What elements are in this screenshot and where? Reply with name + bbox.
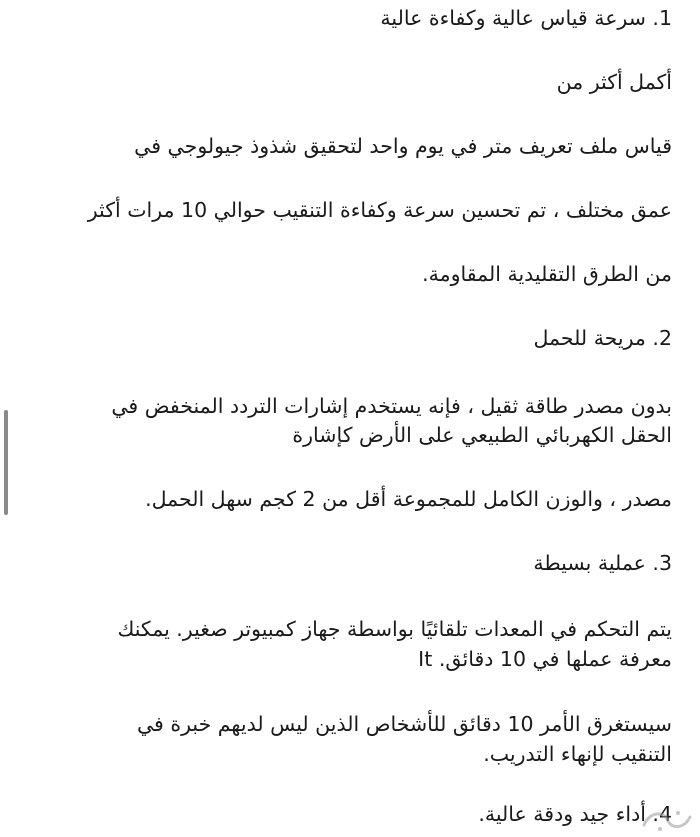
paragraph-line: قياس ملف تعريف متر في يوم واحد لتحقيق شذوذ جيولوجي في [134, 134, 672, 158]
paragraph-line: يتم التحكم في المعدات تلقائيًا بواسطة جهاز كمبيوتر صغير. يمكنك [117, 617, 672, 641]
heading-item-4: 4. أداء جيد ودقة عالية. [478, 802, 672, 826]
paragraph-line: معرفة عملها في 10 دقائق. It [418, 647, 672, 671]
heading-item-3: 3. عملية بسيطة [533, 551, 672, 575]
paragraph-line: سيستغرق الأمر 10 دقائق للأشخاص الذين ليس لديهم خبرة في [136, 712, 672, 736]
heading-item-2: 2. مريحة للحمل [533, 326, 672, 350]
paragraph-line: الحقل الكهربائي الطبيعي على الأرض كإشارة [292, 423, 672, 447]
vertical-scroll-indicator[interactable] [4, 410, 8, 515]
haraj-logo-watermark-icon [638, 805, 696, 835]
paragraph-line: عمق مختلف ، تم تحسين سرعة وكفاءة التنقيب حوالي 10 مرات أكثر [87, 198, 672, 222]
paragraph-line: مصدر ، والوزن الكامل للمجموعة أقل من 2 كجم سهل الحمل. [145, 487, 672, 511]
paragraph-line: أكمل أكثر من [556, 70, 672, 94]
paragraph-line: من الطرق التقليدية المقاومة. [422, 262, 672, 286]
paragraph-line: التنقيب لإنهاء التدريب. [483, 742, 672, 766]
heading-item-1: 1. سرعة قياس عالية وكفاءة عالية [380, 6, 672, 30]
paragraph-line: بدون مصدر طاقة ثقيل ، فإنه يستخدم إشارات التردد المنخفض في [111, 394, 672, 418]
